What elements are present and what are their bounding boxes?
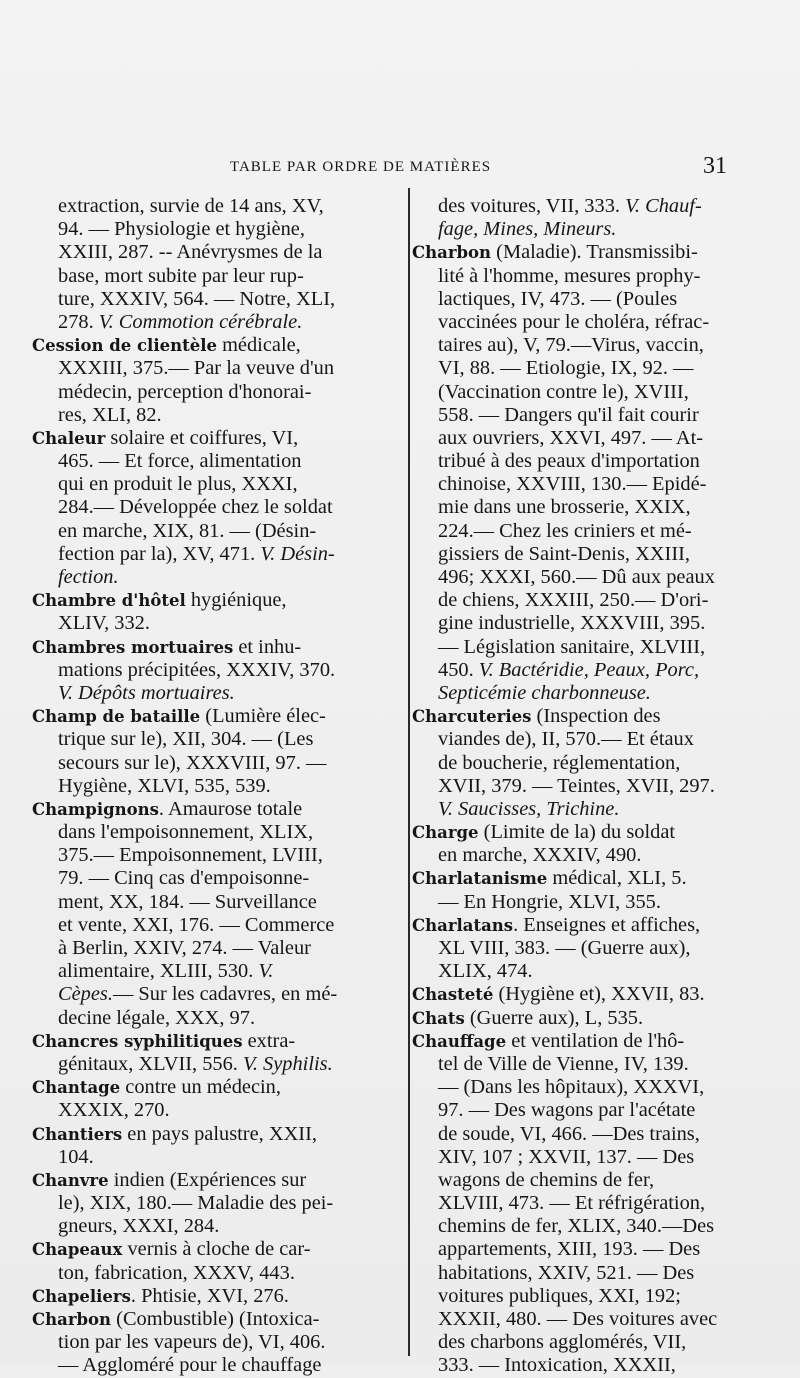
index-line	[412, 728, 782, 751]
entry-text: ture, XXXIV, 564. — Notre, XLI,	[58, 287, 336, 310]
entry-text: — Législation sanitaire, XLVIII,	[438, 635, 706, 658]
entry-text: solaire et coiffures, VI,	[105, 426, 299, 449]
index-line	[412, 218, 782, 241]
index-line	[32, 1285, 402, 1308]
entry-text: (Combustible) (Intoxica-	[111, 1308, 320, 1330]
entry-text: taires au), V, 79.—Virus, vaccin,	[438, 334, 704, 357]
index-line	[32, 496, 402, 519]
index-line	[32, 543, 402, 566]
index-line	[32, 867, 402, 890]
index-line	[32, 1354, 402, 1377]
index-line	[32, 311, 402, 334]
entry-headword: Charlatans	[412, 915, 514, 935]
cross-reference: V. Saucisses, Trichine.	[438, 797, 620, 820]
cross-reference: V. Commotion cérébrale.	[98, 310, 303, 333]
index-line	[32, 1215, 402, 1238]
index-line	[32, 241, 402, 264]
index-line	[412, 288, 782, 311]
cross-reference: V. Dépôts mortuaires.	[58, 681, 235, 704]
entry-headword: Charlatanisme	[412, 869, 548, 889]
left-column	[32, 195, 402, 1378]
index-line	[412, 450, 782, 473]
entry-text: tribué à des peaux d'importation	[438, 450, 700, 473]
entry-text: gine industrielle, XXXVIII, 395.	[438, 612, 706, 635]
entry-text: — (Dans les hôpitaux), XXXVI,	[438, 1076, 705, 1099]
entry-text: vernis à cloche de car-	[122, 1238, 311, 1261]
index-line	[412, 195, 782, 218]
index-line	[32, 357, 402, 380]
entry-text: 104.	[58, 1145, 94, 1168]
index-line	[412, 775, 782, 798]
entry-text: des voitures, VII, 333.	[438, 195, 626, 217]
index-line	[412, 1331, 782, 1354]
index-line	[412, 520, 782, 543]
index-line	[32, 914, 402, 937]
entry-text: 375.— Empoisonnement, LVIII,	[58, 844, 323, 867]
cross-reference: V. Syphilis.	[243, 1052, 333, 1075]
entry-headword: Chauffage	[412, 1031, 507, 1051]
entry-text: 79. — Cinq cas d'empoisonne-	[58, 867, 310, 890]
index-line	[32, 1262, 402, 1285]
index-line	[32, 983, 402, 1006]
right-column	[412, 195, 782, 1378]
entry-text: — Sur les cadavres, en mé-	[112, 983, 338, 1006]
entry-text: — En Hongrie, XLVI, 355.	[438, 890, 661, 913]
entry-text: en marche, XXXIV, 490.	[438, 844, 642, 867]
index-line	[32, 520, 402, 543]
entry-text: médecin, perception d'honorai-	[58, 380, 312, 403]
index-line	[412, 1192, 782, 1215]
entry-text: tel de Ville de Vienne, IV, 139.	[438, 1052, 689, 1075]
index-line	[412, 1123, 782, 1146]
index-line	[412, 311, 782, 334]
entry-text: 496; XXXI, 560.— Dû aux peaux	[438, 566, 715, 588]
index-line	[412, 566, 782, 589]
index-line	[412, 1053, 782, 1076]
index-line	[412, 937, 782, 960]
index-line	[32, 1123, 402, 1146]
entry-headword: Charcuteries	[412, 707, 532, 727]
entry-text: de soude, VI, 466. —Des trains,	[438, 1122, 700, 1145]
index-line	[412, 798, 782, 821]
cross-reference: V. Désin-	[260, 542, 335, 565]
index-line	[32, 682, 402, 705]
index-line	[412, 1007, 782, 1030]
index-line	[32, 566, 402, 589]
index-line	[412, 357, 782, 380]
index-line	[32, 288, 402, 311]
entry-text: à Berlin, XXIV, 274. — Valeur	[58, 937, 311, 959]
index-line	[412, 682, 782, 705]
entry-text: 278.	[58, 310, 99, 333]
entry-headword: Chantage	[32, 1078, 121, 1098]
index-line	[412, 381, 782, 404]
index-line	[32, 404, 402, 427]
entry-headword: Chancres syphilitiques	[32, 1031, 243, 1051]
index-line	[32, 960, 402, 983]
column-divider	[408, 188, 410, 1356]
index-line	[412, 659, 782, 682]
index-line	[32, 1331, 402, 1354]
entry-headword: Champignons	[32, 799, 159, 819]
entry-text: tion par les vapeurs de), VI, 406.	[58, 1331, 326, 1354]
entry-text: XVII, 379. — Teintes, XVII, 297.	[438, 774, 715, 797]
index-line	[32, 265, 402, 288]
entry-text: (Lumière élec-	[200, 705, 326, 728]
index-line	[412, 1076, 782, 1099]
entry-text: (Vaccination contre le), XVIII,	[438, 380, 689, 403]
index-line	[412, 1169, 782, 1192]
entry-text: ment, XX, 184. — Surveillance	[58, 890, 317, 913]
index-line	[32, 1308, 402, 1331]
entry-headword: Chantiers	[32, 1124, 123, 1144]
entry-text: médical, XLI, 5.	[547, 867, 687, 890]
entry-text: de boucherie, réglementation,	[438, 751, 681, 774]
cross-reference: V. Chauf-	[625, 195, 702, 217]
entry-text: (Inspection des	[531, 705, 661, 728]
entry-text: aux ouvriers, XXVI, 497. — At-	[438, 426, 704, 449]
cross-reference: V.	[258, 960, 274, 983]
entry-headword: Chats	[412, 1008, 465, 1028]
index-line	[412, 844, 782, 867]
index-line	[412, 1285, 782, 1308]
entry-text: . Enseignes et affiches,	[513, 913, 701, 936]
entry-headword: Charge	[412, 823, 479, 843]
index-line	[32, 450, 402, 473]
entry-headword: Chambre d'hôtel	[32, 591, 186, 611]
entry-text: VI, 88. — Etiologie, IX, 92. —	[438, 357, 694, 380]
entry-text: gneurs, XXXI, 284.	[58, 1215, 220, 1238]
entry-text: decine légale, XXX, 97.	[58, 1006, 256, 1029]
index-line	[32, 636, 402, 659]
index-line	[32, 728, 402, 751]
entry-text: Hygiène, XLVI, 535, 539.	[58, 774, 271, 797]
index-line	[412, 612, 782, 635]
entry-headword: Cession de clientèle	[32, 336, 217, 356]
entry-text: gissiers de Saint-Denis, XXIII,	[438, 542, 691, 565]
index-line	[32, 195, 402, 218]
entry-text: base, mort subite par leur rup-	[58, 264, 304, 287]
entry-text: et inhu-	[233, 635, 302, 658]
entry-headword: Chapeaux	[32, 1240, 123, 1260]
index-line	[32, 937, 402, 960]
index-line	[412, 1146, 782, 1169]
index-line	[32, 1192, 402, 1215]
entry-text: . Phtisie, XVI, 276.	[130, 1284, 289, 1307]
entry-text: res, XLI, 82.	[58, 403, 162, 426]
entry-headword: Chapeliers	[32, 1286, 131, 1306]
entry-text: ton, fabrication, XXXV, 443.	[58, 1261, 295, 1284]
entry-text: 284.— Développée chez le soldat	[58, 496, 333, 519]
entry-text: dans l'empoisonnement, XLIX,	[58, 821, 314, 844]
index-line	[32, 705, 402, 728]
index-line	[32, 334, 402, 357]
entry-text: 94. — Physiologie et hygiène,	[58, 218, 305, 241]
cross-reference: Cèpes.	[58, 983, 113, 1006]
index-line	[32, 775, 402, 798]
index-line	[412, 891, 782, 914]
index-line	[32, 612, 402, 635]
entry-text: indien (Expériences sur	[108, 1168, 307, 1191]
index-line	[412, 1215, 782, 1238]
page-number: 31	[703, 153, 727, 179]
index-line	[32, 821, 402, 844]
index-line	[32, 1099, 402, 1122]
entry-text: et ventilation de l'hô-	[506, 1029, 685, 1052]
entry-text: chinoise, XXVIII, 130.— Epidé-	[438, 473, 707, 496]
entry-text: 333. — Intoxication, XXXII,	[438, 1354, 676, 1377]
index-line	[412, 1308, 782, 1331]
index-line	[412, 914, 782, 937]
entry-text: (Limite de la) du soldat	[478, 821, 676, 844]
index-line	[412, 960, 782, 983]
entry-text: XLVIII, 473. — Et réfrigération,	[438, 1192, 706, 1215]
running-header	[0, 153, 800, 187]
index-line	[32, 1238, 402, 1261]
entry-text: appartements, XIII, 193. — Des	[438, 1238, 701, 1261]
index-line	[32, 1169, 402, 1192]
entry-text: wagons de chemins de fer,	[438, 1168, 655, 1191]
index-line	[412, 1099, 782, 1122]
index-line	[32, 752, 402, 775]
entry-text: médicale,	[216, 334, 301, 357]
index-line	[32, 1146, 402, 1169]
index-line	[32, 1007, 402, 1030]
entry-text: génitaux, XLVII, 556.	[58, 1052, 243, 1075]
entry-text: extraction, survie de 14 ans, XV,	[58, 195, 324, 217]
entry-text: (Hygiène et), XXVII, 83.	[493, 983, 705, 1006]
entry-text: hygiénique,	[185, 589, 287, 612]
index-line	[412, 543, 782, 566]
index-line	[412, 589, 782, 612]
entry-text: secours sur le), XXXVIII, 97. —	[58, 751, 327, 774]
index-line	[412, 1354, 782, 1377]
index-line	[412, 473, 782, 496]
index-line	[412, 705, 782, 728]
index-line	[412, 334, 782, 357]
index-line	[32, 891, 402, 914]
entry-text: — Aggloméré pour le chauffage	[58, 1354, 322, 1377]
entry-text: XL VIII, 383. — (Guerre aux),	[438, 937, 691, 959]
entry-text: le), XIX, 180.— Maladie des pei-	[58, 1192, 334, 1215]
entry-text: XXXIII, 375.— Par la veuve d'un	[58, 357, 335, 380]
index-line	[32, 218, 402, 241]
index-line	[32, 473, 402, 496]
entry-text: chemins de fer, XLIX, 340.—Des	[438, 1215, 715, 1238]
index-line	[412, 752, 782, 775]
entry-headword: Champ de bataille	[32, 707, 201, 727]
entry-text: contre un médecin,	[120, 1076, 281, 1099]
entry-text: trique sur le), XII, 304. — (Les	[58, 728, 314, 751]
entry-text: viandes de), II, 570.— Et étaux	[438, 728, 694, 751]
index-line	[32, 844, 402, 867]
entry-text: et vente, XXI, 176. — Commerce	[58, 913, 335, 936]
entry-text: extra-	[242, 1029, 296, 1052]
index-line	[412, 821, 782, 844]
index-line	[412, 983, 782, 1006]
entry-headword: Chaleur	[32, 428, 106, 448]
entry-text: lité à l'homme, mesures prophy-	[438, 264, 701, 287]
index-line	[32, 659, 402, 682]
entry-text: XLIX, 474.	[438, 960, 533, 983]
index-line	[412, 427, 782, 450]
entry-headword: Charbon	[412, 243, 492, 263]
entry-text: voitures publiques, XXI, 192;	[438, 1284, 681, 1307]
header-title: TABLE PAR ORDRE DE MATIÈRES	[230, 159, 492, 175]
entry-text: 97. — Des wagons par l'acétate	[438, 1099, 696, 1122]
index-line	[32, 427, 402, 450]
entry-headword: Chambres mortuaires	[32, 637, 234, 657]
index-line	[32, 1053, 402, 1076]
entry-text: XXIII, 287. -- Anévrysmes de la	[58, 241, 323, 264]
entry-text: de chiens, XXXIII, 250.— D'ori-	[438, 589, 709, 612]
entry-text: lactiques, IV, 473. — (Poules	[438, 287, 678, 310]
index-line	[412, 867, 782, 890]
entry-text: mie dans une brosserie, XXIX,	[438, 496, 691, 519]
entry-text: en pays palustre, XXII,	[122, 1122, 317, 1145]
entry-text: qui en produit le plus, XXXI,	[58, 473, 298, 496]
entry-text: des charbons agglomérés, VII,	[438, 1331, 687, 1354]
index-line	[412, 265, 782, 288]
entry-text: 224.— Chez les criniers et mé-	[438, 519, 692, 542]
entry-text: XXXIX, 270.	[58, 1099, 170, 1122]
entry-headword: Chanvre	[32, 1170, 109, 1190]
index-line	[412, 1238, 782, 1261]
index-line	[412, 496, 782, 519]
entry-text: 465. — Et force, alimentation	[58, 450, 302, 473]
index-line	[32, 589, 402, 612]
entry-text: 558. — Dangers qu'il fait courir	[438, 403, 699, 426]
entry-text: . Amaurose totale	[158, 797, 303, 820]
entry-text: alimentaire, XLIII, 530.	[58, 960, 259, 983]
entry-text: (Guerre aux), L, 535.	[464, 1006, 644, 1029]
index-line	[32, 1076, 402, 1099]
entry-text: XLIV, 332.	[58, 612, 150, 635]
index-line	[32, 381, 402, 404]
index-line	[32, 1030, 402, 1053]
index-line	[412, 1262, 782, 1285]
entry-text: (Maladie). Transmissibi-	[491, 241, 698, 264]
index-line	[412, 404, 782, 427]
entry-text: 450.	[438, 658, 479, 681]
entry-text: vaccinées pour le choléra, réfrac-	[438, 310, 710, 333]
index-line	[412, 241, 782, 264]
entry-headword: Chasteté	[412, 985, 494, 1005]
entry-text: fection par la), XV, 471.	[58, 542, 261, 565]
entry-text: mations précipitées, XXXIV, 370.	[58, 658, 336, 681]
cross-reference: V. Bactéridie, Peaux, Porc,	[478, 658, 700, 681]
index-line	[412, 636, 782, 659]
entry-text: XIV, 107 ; XXVII, 137. — Des	[438, 1145, 695, 1168]
entry-text: habitations, XXIV, 521. — Des	[438, 1261, 695, 1284]
entry-headword: Charbon	[32, 1310, 112, 1329]
entry-text: en marche, XIX, 81. — (Désin-	[58, 519, 317, 542]
cross-reference: Septicémie charbonneuse.	[438, 681, 651, 704]
index-line	[412, 1030, 782, 1053]
cross-reference: fection.	[58, 566, 119, 588]
index-line	[32, 798, 402, 821]
entry-text: XXXII, 480. — Des voitures avec	[438, 1308, 718, 1330]
cross-reference: fage, Mines, Mineurs.	[438, 218, 617, 241]
